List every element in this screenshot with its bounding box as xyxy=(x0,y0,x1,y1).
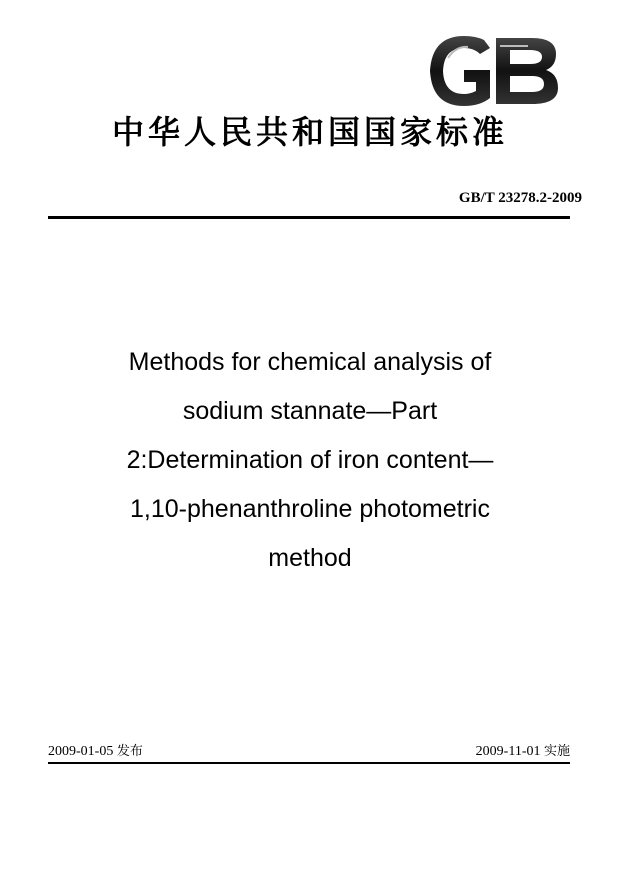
issue-date: 2009-01-05 xyxy=(48,744,114,759)
title-line: Methods for chemical analysis of xyxy=(128,348,492,376)
implement-date: 2009-11-01 xyxy=(475,744,541,759)
title-line: sodium stannate—Part xyxy=(182,397,438,425)
issue-label: 发布 xyxy=(116,744,143,759)
issue-date-block xyxy=(48,740,143,760)
gb-logo xyxy=(428,36,558,106)
document-title xyxy=(60,338,560,583)
top-divider xyxy=(48,216,570,219)
implement-label: 实施 xyxy=(543,744,570,759)
title-line: 2:Determination of iron content— xyxy=(126,446,494,474)
organization-title: 中华人民共和国国家标准 xyxy=(111,113,508,151)
implement-date-block xyxy=(476,740,570,760)
title-line: method xyxy=(268,544,352,572)
bottom-divider xyxy=(48,762,570,764)
standard-number: GB/T 23278.2-2009 xyxy=(458,190,582,206)
title-line: 1,10-phenanthroline photometric xyxy=(130,495,490,523)
